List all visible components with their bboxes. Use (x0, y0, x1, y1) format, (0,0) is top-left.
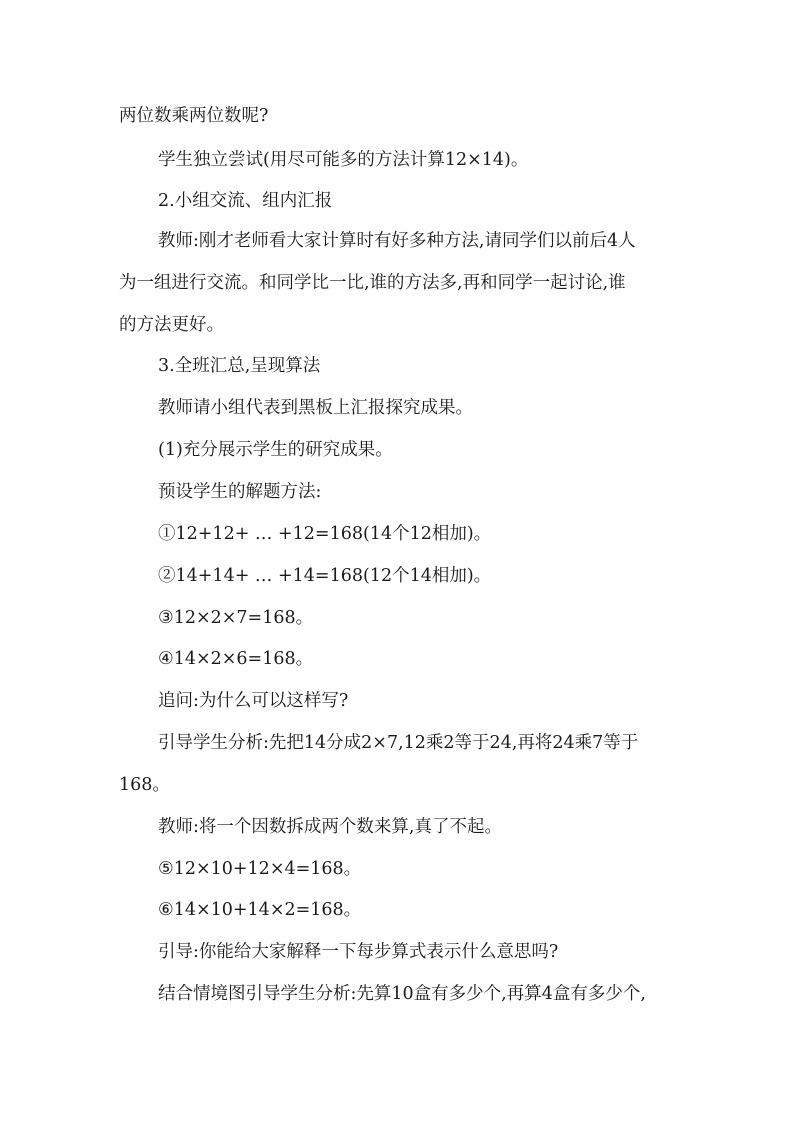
section-heading: 2.小组交流、组内汇报 (158, 191, 333, 211)
method-item: ⑥14×10+14×2=168。 (158, 900, 362, 920)
text-line: 为一组进行交流。和同学比一比,谁的方法多,再和同学一起讨论,谁 (119, 273, 626, 293)
text-line: 引导学生分析:先把14分成2×7,12乘2等于24,再将24乘7等于 (158, 733, 639, 753)
text-line: 结合情境图引导学生分析:先算10盒有多少个,再算4盒有多少个, (158, 984, 646, 1004)
text-line: 教师请小组代表到黑板上汇报探究成果。 (158, 398, 473, 418)
text-line: 168。 (119, 775, 170, 795)
text-line: 引导:你能给大家解释一下每步算式表示什么意思吗? (158, 942, 559, 962)
method-item: ④14×2×6=168。 (158, 649, 314, 669)
text-line: 教师:将一个因数拆成两个数来算,真了不起。 (158, 817, 502, 837)
text-line: 预设学生的解题方法: (158, 482, 322, 502)
text-line: 教师:刚才老师看大家计算时有好多种方法,请同学们以前后4人 (158, 231, 636, 251)
method-item: ③12×2×7=168。 (158, 608, 314, 628)
text-line: 追问:为什么可以这样写? (158, 691, 349, 711)
text-line: (1)充分展示学生的研究成果。 (158, 440, 393, 460)
section-heading: 3.全班汇总,呈现算法 (158, 356, 321, 376)
method-item: ⑤12×10+12×4=168。 (158, 859, 362, 879)
text-line: 两位数乘两位数呢? (119, 106, 269, 126)
method-item: ①12+12+ … +12=168(14个12相加)。 (158, 524, 492, 544)
method-item: ②14+14+ … +14=168(12个14相加)。 (158, 566, 492, 586)
text-line: 的方法更好。 (119, 315, 224, 335)
text-line: 学生独立尝试(用尽可能多的方法计算12×14)。 (158, 150, 529, 170)
